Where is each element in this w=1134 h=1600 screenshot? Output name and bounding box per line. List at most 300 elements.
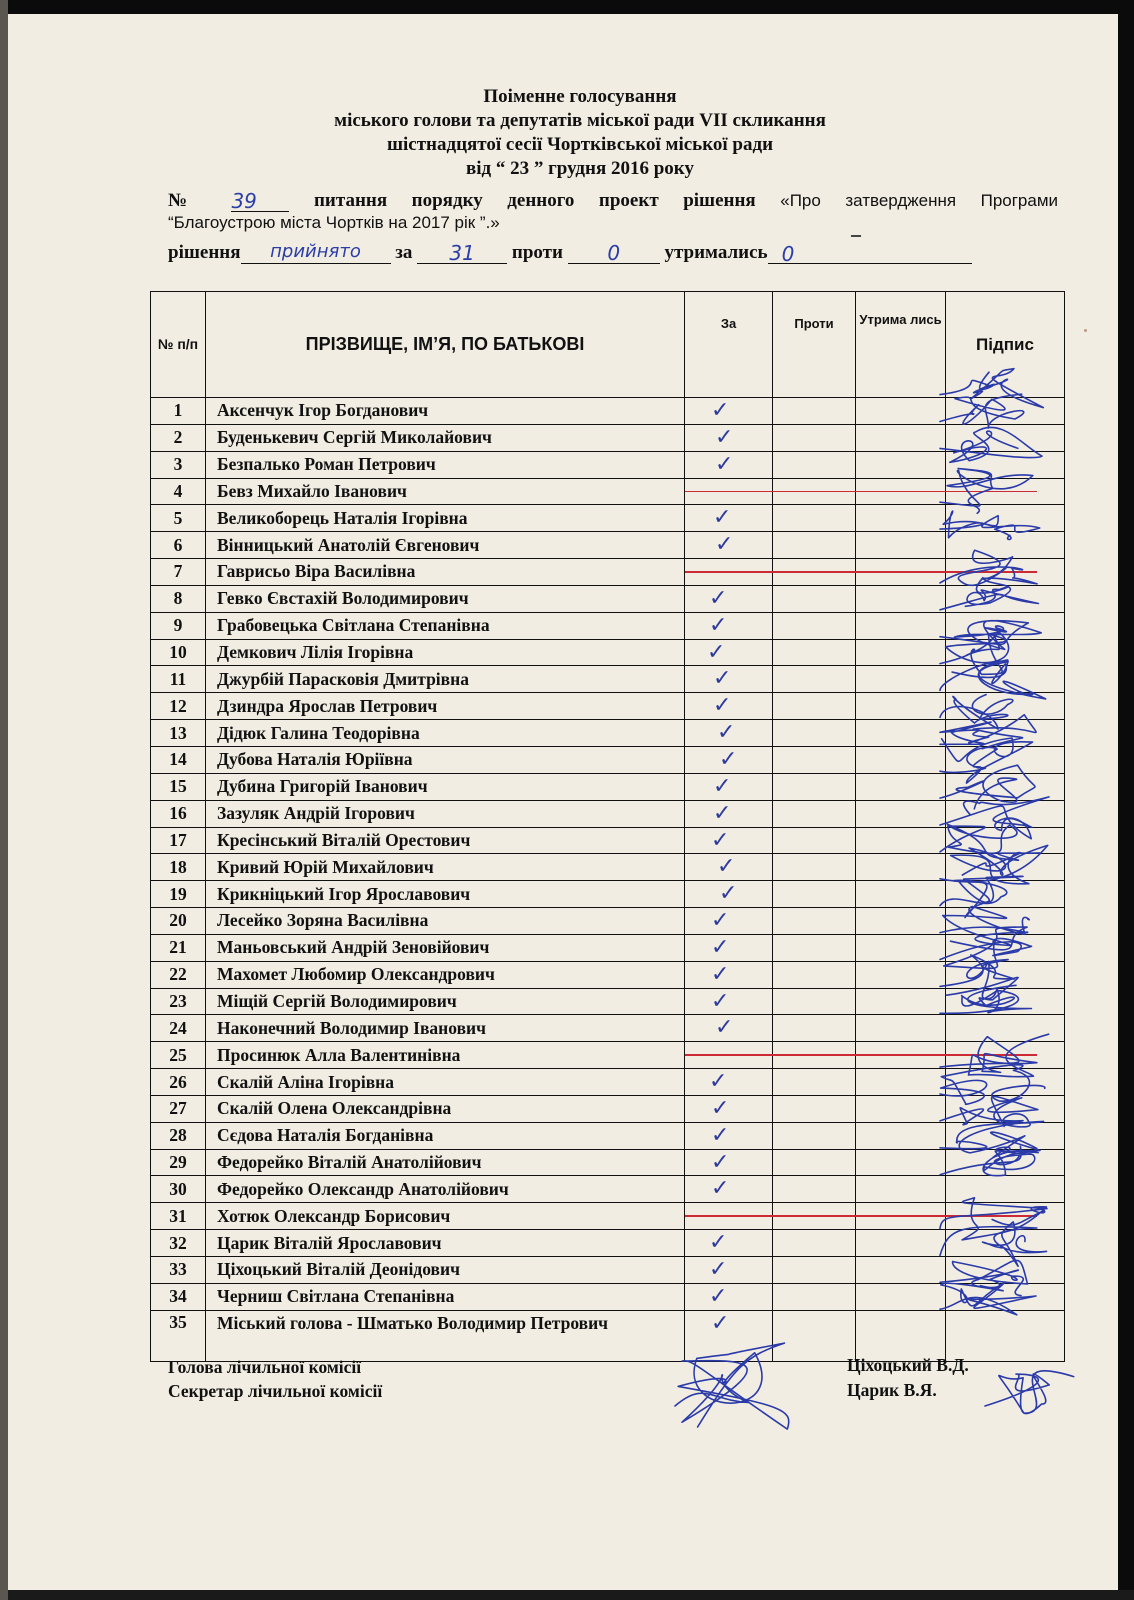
vote-for-cell: [685, 639, 773, 666]
vote-against-cell: [773, 934, 856, 961]
vote-against-cell: [773, 666, 856, 693]
checkmark-icon: ✓: [711, 1095, 730, 1121]
vote-for-cell: [685, 559, 773, 586]
row-name: Міський голова - Шматько Володимир Петрович: [206, 1310, 685, 1361]
row-number: 18: [151, 854, 206, 881]
checkmark-icon: ✓: [715, 424, 734, 450]
signature-cell: [946, 612, 1065, 639]
vote-abstain-cell: [856, 1310, 946, 1361]
row-number: 28: [151, 1122, 206, 1149]
checkmark-icon: ✓: [715, 451, 734, 477]
scan-edge-top: [0, 0, 1134, 14]
checkmark-icon: ✓: [711, 1176, 730, 1202]
signature-cell: [946, 1095, 1065, 1122]
decision-label: рішення: [168, 242, 241, 263]
table-row: [151, 773, 1065, 800]
vote-abstain-cell: [856, 585, 946, 612]
vote-abstain-cell: [856, 1015, 946, 1042]
secretary-name: Царик В.Я.: [847, 1380, 937, 1400]
number-sign: №: [168, 190, 207, 211]
vote-against-cell: [773, 424, 856, 451]
vote-abstain-cell: [856, 934, 946, 961]
question-number: 39: [231, 189, 289, 212]
row-name: Джурбій Парасковія Дмитрівна: [206, 666, 685, 693]
vote-abstain-cell: [856, 720, 946, 747]
vote-abstain-cell: [856, 1149, 946, 1176]
row-name: Дубова Наталія Юріївна: [206, 746, 685, 773]
vote-abstain-cell: [856, 424, 946, 451]
table-row: [151, 746, 1065, 773]
vote-against-cell: [773, 773, 856, 800]
row-name: Дубина Григорій Іванович: [206, 773, 685, 800]
vote-for-cell: [685, 773, 773, 800]
for-label: за: [395, 242, 413, 263]
question-quote: «Про затвердження Програми: [780, 191, 1059, 210]
vote-for-cell: [685, 854, 773, 881]
signature-cell: [946, 1257, 1065, 1284]
signature-cell: [946, 585, 1065, 612]
header-for: За: [685, 292, 773, 398]
absent-strike-line: [685, 1215, 1037, 1217]
vote-against-cell: [773, 398, 856, 425]
table-row: [151, 720, 1065, 747]
absent-strike-line: [685, 571, 1037, 573]
row-number: 30: [151, 1176, 206, 1203]
abstain-label: утримались: [664, 242, 768, 263]
pen-mark: [851, 235, 861, 237]
vote-for-cell: [685, 1042, 773, 1069]
vote-against-cell: [773, 908, 856, 935]
table-row: [151, 1310, 1065, 1361]
row-name: Маньовський Андрій Зеновійович: [206, 934, 685, 961]
row-name: Царик Віталій Ярославович: [206, 1230, 685, 1257]
vote-for-cell: [685, 1203, 773, 1230]
row-number: 15: [151, 773, 206, 800]
chair-name: Ціхоцький В.Д.: [847, 1355, 969, 1375]
row-name: Дзиндра Ярослав Петрович: [206, 693, 685, 720]
paper-speck: [1084, 329, 1087, 332]
table-row: [151, 478, 1065, 505]
signature-cell: [946, 1149, 1065, 1176]
table-row: [151, 854, 1065, 881]
vote-against-cell: [773, 1122, 856, 1149]
checkmark-icon: ✓: [709, 585, 728, 611]
checkmark-icon: ✓: [715, 1015, 734, 1041]
row-number: 5: [151, 505, 206, 532]
vote-abstain-cell: [856, 693, 946, 720]
vote-for-cell: [685, 532, 773, 559]
checkmark-icon: ✓: [709, 1069, 728, 1095]
row-name: Демкович Лілія Ігорівна: [206, 639, 685, 666]
row-name: Вінницький Анатолій Євгенович: [206, 532, 685, 559]
vote-against-cell: [773, 532, 856, 559]
checkmark-icon: ✓: [711, 908, 730, 934]
checkmark-icon: ✓: [719, 881, 738, 907]
vote-abstain-cell: [856, 639, 946, 666]
row-number: 8: [151, 585, 206, 612]
vote-for-cell: [685, 666, 773, 693]
vote-against-cell: [773, 1149, 856, 1176]
checkmark-icon: ✓: [719, 746, 738, 772]
checkmark-icon: ✓: [713, 693, 732, 719]
row-number: 4: [151, 478, 206, 505]
row-name: Федорейко Олександр Анатолійович: [206, 1176, 685, 1203]
row-number: 26: [151, 1069, 206, 1096]
vote-abstain-cell: [856, 1230, 946, 1257]
vote-for-cell: [685, 612, 773, 639]
table-row: [151, 1257, 1065, 1284]
checkmark-icon: ✓: [711, 1310, 730, 1336]
vote-for-cell: [685, 1257, 773, 1284]
row-number: 29: [151, 1149, 206, 1176]
vote-abstain-cell: [856, 827, 946, 854]
row-number: 10: [151, 639, 206, 666]
table-row: [151, 424, 1065, 451]
vote-for-cell: [685, 478, 773, 505]
table-row: [151, 451, 1065, 478]
signature-cell: [946, 800, 1065, 827]
scan-edge-left: [0, 0, 8, 1600]
vote-against-cell: [773, 1176, 856, 1203]
vote-abstain-cell: [856, 1257, 946, 1284]
row-number: 19: [151, 881, 206, 908]
table-row: [151, 827, 1065, 854]
row-number: 9: [151, 612, 206, 639]
title-line-date: від “ 23 ” грудня 2016 року: [466, 158, 694, 179]
signature-cell: [946, 881, 1065, 908]
checkmark-icon: ✓: [707, 639, 726, 665]
vote-for-cell: [685, 505, 773, 532]
absent-strike-line: [685, 491, 1037, 493]
table-row: [151, 1042, 1065, 1069]
signature-cell: [946, 693, 1065, 720]
vote-for-cell: [685, 1015, 773, 1042]
header-name: ПРІЗВИЩЕ, ІМ’Я, ПО БАТЬКОВІ: [206, 292, 685, 398]
row-name: Великоборець Наталія Ігорівна: [206, 505, 685, 532]
row-name: Гевко Євстахій Володимирович: [206, 585, 685, 612]
vote-against-cell: [773, 1069, 856, 1096]
document-title: Поіменне голосування: [483, 86, 677, 107]
vote-abstain-cell: [856, 800, 946, 827]
signature-cell: [946, 908, 1065, 935]
table-row: [151, 1176, 1065, 1203]
signature-cell: [946, 424, 1065, 451]
vote-for-cell: [685, 720, 773, 747]
vote-against-cell: [773, 639, 856, 666]
signature-cell: [946, 451, 1065, 478]
table-body: [151, 398, 1065, 1362]
signature-cell: [946, 1230, 1065, 1257]
row-number: 35: [151, 1310, 206, 1361]
row-number: 24: [151, 1015, 206, 1042]
vote-abstain-cell: [856, 1095, 946, 1122]
vote-abstain-cell: [856, 961, 946, 988]
table-row: [151, 908, 1065, 935]
vote-for-cell: [685, 746, 773, 773]
vote-against-cell: [773, 988, 856, 1015]
vote-for-cell: [685, 398, 773, 425]
row-number: 34: [151, 1283, 206, 1310]
checkmark-icon: ✓: [713, 505, 732, 531]
row-name: Бевз Михайло Іванович: [206, 478, 685, 505]
checkmark-icon: ✓: [711, 1122, 730, 1148]
table-row: [151, 1149, 1065, 1176]
signature-cell: [946, 505, 1065, 532]
checkmark-icon: ✓: [711, 398, 730, 423]
checkmark-icon: ✓: [713, 666, 732, 692]
table-row: [151, 1069, 1065, 1096]
row-name: Безпалько Роман Петрович: [206, 451, 685, 478]
vote-abstain-cell: [856, 1176, 946, 1203]
signature-cell: [946, 398, 1065, 425]
table-row: [151, 585, 1065, 612]
signature-cell: [946, 720, 1065, 747]
question-line: [168, 189, 1058, 212]
table-row: [151, 800, 1065, 827]
row-name: Махомет Любомир Олександрович: [206, 961, 685, 988]
signature-cell: [946, 666, 1065, 693]
checkmark-icon: ✓: [709, 1283, 728, 1309]
vote-abstain-cell: [856, 612, 946, 639]
row-number: 31: [151, 1203, 206, 1230]
row-name: Федорейко Віталій Анатолійович: [206, 1149, 685, 1176]
signature-cell: [946, 988, 1065, 1015]
signature-cell: [946, 1176, 1065, 1203]
vote-against-cell: [773, 612, 856, 639]
vote-against-cell: [773, 800, 856, 827]
decision-value: прийнято: [241, 241, 391, 264]
signature-scribble: [985, 1371, 1074, 1414]
vote-against-cell: [773, 1310, 856, 1361]
row-name: Сєдова Наталія Богданівна: [206, 1122, 685, 1149]
vote-against-cell: [773, 854, 856, 881]
table-row: [151, 532, 1065, 559]
row-number: 17: [151, 827, 206, 854]
row-number: 33: [151, 1257, 206, 1284]
row-name: Зазуляк Андрій Ігорович: [206, 800, 685, 827]
table-row: [151, 1122, 1065, 1149]
vote-abstain-cell: [856, 666, 946, 693]
title-line-session: шістнадцятої сесії Чортківської міської ради: [386, 134, 774, 155]
row-number: 25: [151, 1042, 206, 1069]
question-title-line2: “Благоустрою міста Чортків на 2017 рік ”.»: [168, 213, 500, 232]
row-number: 2: [151, 424, 206, 451]
row-name: Кресінський Віталій Орестович: [206, 827, 685, 854]
checkmark-icon: ✓: [713, 800, 732, 826]
table-row: [151, 639, 1065, 666]
row-name: Скалій Олена Олександрівна: [206, 1095, 685, 1122]
vote-for-cell: [685, 881, 773, 908]
checkmark-icon: ✓: [711, 827, 730, 853]
signature-cell: [946, 854, 1065, 881]
row-name: Скалій Аліна Ігорівна: [206, 1069, 685, 1096]
table-row: [151, 612, 1065, 639]
checkmark-icon: ✓: [711, 988, 730, 1014]
header-number: № п/п: [151, 292, 206, 398]
signature-cell: [946, 773, 1065, 800]
vote-against-cell: [773, 1015, 856, 1042]
row-name: Хотюк Олександр Борисович: [206, 1203, 685, 1230]
scan-edge-bottom: [0, 1590, 1134, 1600]
table-row: [151, 961, 1065, 988]
table-row: [151, 398, 1065, 425]
row-number: 3: [151, 451, 206, 478]
vote-abstain-cell: [856, 1069, 946, 1096]
scan-edge-right: [1118, 0, 1134, 1600]
table-header-row: [151, 292, 1065, 398]
vote-against-cell: [773, 961, 856, 988]
table-row: [151, 1283, 1065, 1310]
row-number: 7: [151, 559, 206, 586]
vote-abstain-cell: [856, 881, 946, 908]
vote-against-cell: [773, 505, 856, 532]
vote-against-cell: [773, 1257, 856, 1284]
row-number: 22: [151, 961, 206, 988]
signature-cell: [946, 1122, 1065, 1149]
vote-abstain-cell: [856, 505, 946, 532]
row-name: Кривий Юрій Михайлович: [206, 854, 685, 881]
vote-abstain-cell: [856, 398, 946, 425]
row-number: 1: [151, 398, 206, 425]
row-number: 14: [151, 746, 206, 773]
vote-abstain-cell: [856, 746, 946, 773]
vote-against-cell: [773, 693, 856, 720]
signature-cell: [946, 961, 1065, 988]
vote-for-cell: [685, 1069, 773, 1096]
vote-abstain-cell: [856, 773, 946, 800]
vote-abstain-cell: [856, 908, 946, 935]
vote-for-cell: [685, 585, 773, 612]
checkmark-icon: ✓: [711, 1149, 730, 1175]
table-row: [151, 1203, 1065, 1230]
checkmark-icon: ✓: [711, 961, 730, 987]
signature-cell: [946, 746, 1065, 773]
vote-against-cell: [773, 585, 856, 612]
table-row: [151, 666, 1065, 693]
vote-for-cell: [685, 1149, 773, 1176]
vote-against-cell: [773, 720, 856, 747]
vote-for-cell: [685, 1310, 773, 1361]
vote-against-cell: [773, 827, 856, 854]
row-number: 32: [151, 1230, 206, 1257]
row-number: 11: [151, 666, 206, 693]
signature-cell: [946, 827, 1065, 854]
vote-for-cell: [685, 827, 773, 854]
header-abstain: Утрима лись: [856, 292, 946, 398]
row-number: 23: [151, 988, 206, 1015]
vote-abstain-cell: [856, 1122, 946, 1149]
row-name: Лесейко Зоряна Василівна: [206, 908, 685, 935]
secretary-label: Секретар лічильної комісії: [168, 1381, 383, 1401]
signature-cell: [946, 532, 1065, 559]
row-name: Крикніцький Ігор Ярославович: [206, 881, 685, 908]
row-name: Аксенчук Ігор Богданович: [206, 398, 685, 425]
signature-cell: [946, 1069, 1065, 1096]
row-name: Ціхоцький Віталій Деонідович: [206, 1257, 685, 1284]
vote-against-cell: [773, 1283, 856, 1310]
checkmark-icon: ✓: [713, 773, 732, 799]
vote-against-cell: [773, 451, 856, 478]
for-count: 31: [417, 241, 507, 264]
vote-for-cell: [685, 1230, 773, 1257]
table-row: [151, 505, 1065, 532]
against-label: проти: [511, 242, 563, 263]
row-name: Наконечний Володимир Іванович: [206, 1015, 685, 1042]
vote-abstain-cell: [856, 532, 946, 559]
signature-cell: [946, 639, 1065, 666]
row-name: Дідюк Галина Теодорівна: [206, 720, 685, 747]
vote-for-cell: [685, 1283, 773, 1310]
checkmark-icon: ✓: [711, 934, 730, 960]
row-number: 12: [151, 693, 206, 720]
absent-strike-line: [685, 1054, 1037, 1056]
title-line-council: міського голови та депутатів міської ради VII скликання: [334, 110, 826, 131]
vote-abstain-cell: [856, 1283, 946, 1310]
table-row: [151, 881, 1065, 908]
chair-label: Голова лічильної комісії: [168, 1357, 362, 1377]
row-name: Міщій Сергій Володимирович: [206, 988, 685, 1015]
row-number: 21: [151, 934, 206, 961]
abstain-count: 0: [768, 242, 972, 264]
checkmark-icon: ✓: [709, 1257, 728, 1282]
against-count: 0: [568, 241, 660, 264]
row-name: Буденькевич Сергій Миколайович: [206, 424, 685, 451]
checkmark-icon: ✓: [717, 720, 736, 746]
row-number: 13: [151, 720, 206, 747]
row-number: 6: [151, 532, 206, 559]
vote-for-cell: [685, 908, 773, 935]
header-signature: Підпис: [946, 292, 1065, 398]
vote-for-cell: [685, 451, 773, 478]
vote-for-cell: [685, 934, 773, 961]
voting-table: [150, 291, 1065, 1362]
table-row: [151, 1230, 1065, 1257]
table-row: [151, 1015, 1065, 1042]
decision-line: [168, 241, 1058, 264]
vote-for-cell: [685, 800, 773, 827]
checkmark-icon: ✓: [709, 612, 728, 638]
vote-against-cell: [773, 1095, 856, 1122]
table-row: [151, 1095, 1065, 1122]
table-row: [151, 988, 1065, 1015]
table-row: [151, 559, 1065, 586]
signature-cell: [946, 1015, 1065, 1042]
vote-abstain-cell: [856, 988, 946, 1015]
vote-abstain-cell: [856, 854, 946, 881]
vote-against-cell: [773, 746, 856, 773]
table-row: [151, 934, 1065, 961]
vote-abstain-cell: [856, 451, 946, 478]
header-against: Проти: [773, 292, 856, 398]
checkmark-icon: ✓: [715, 532, 734, 558]
vote-for-cell: [685, 1122, 773, 1149]
vote-for-cell: [685, 961, 773, 988]
row-number: 16: [151, 800, 206, 827]
vote-for-cell: [685, 1176, 773, 1203]
row-name: Грабовецька Світлана Степанівна: [206, 612, 685, 639]
signature-cell: [946, 1310, 1065, 1361]
row-number: 20: [151, 908, 206, 935]
vote-for-cell: [685, 1095, 773, 1122]
vote-against-cell: [773, 1230, 856, 1257]
row-name: Просинюк Алла Валентинівна: [206, 1042, 685, 1069]
vote-for-cell: [685, 988, 773, 1015]
vote-for-cell: [685, 693, 773, 720]
row-name: Гаврисьо Віра Василівна: [206, 559, 685, 586]
vote-for-cell: [685, 424, 773, 451]
checkmark-icon: ✓: [709, 1230, 728, 1256]
vote-against-cell: [773, 881, 856, 908]
